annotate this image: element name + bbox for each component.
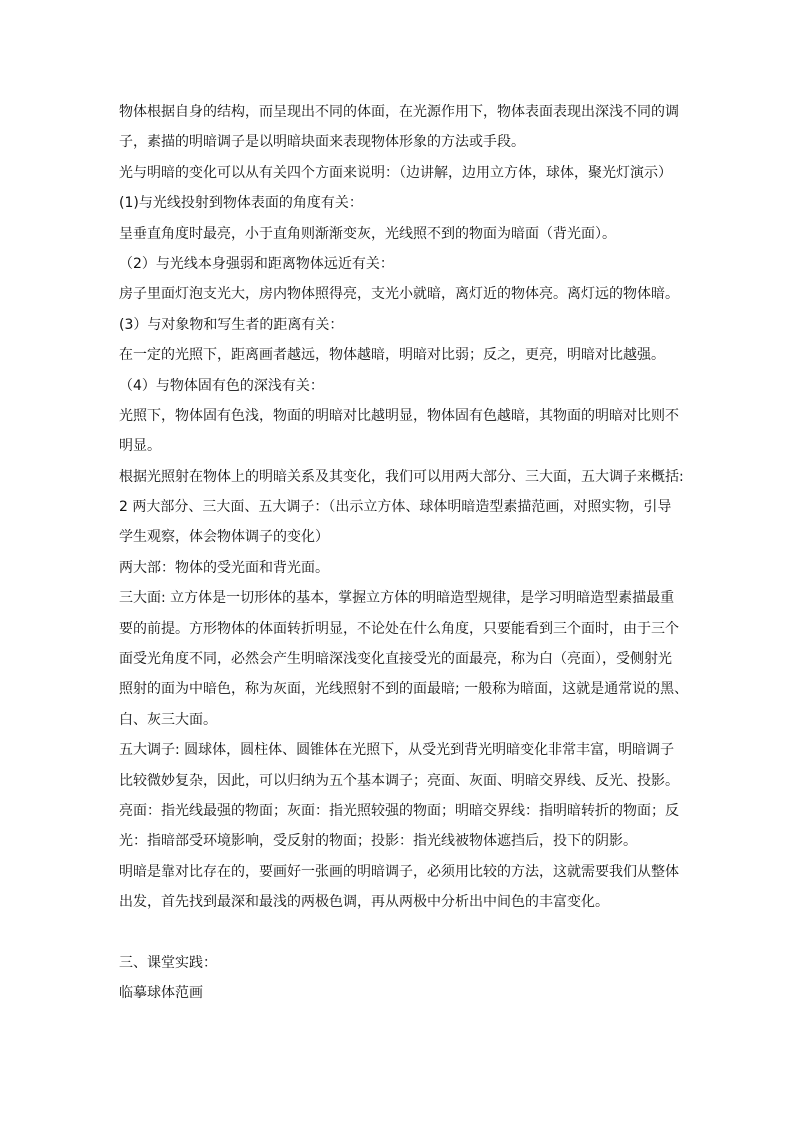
paragraph-line: 呈垂直角度时最亮，小于直角则渐渐变灰，光线照不到的物面为暗面（背光面）。: [119, 225, 616, 242]
list-item-4-heading: （4）与物体固有色的深浅有关：: [119, 377, 324, 394]
paragraph-line: 光与明暗的变化可以从有关四个方面来说明：（边讲解，边用立方体，球体，聚光灯演示）: [119, 164, 672, 181]
paragraph-line: 子，素描的明暗调子是以明暗块面来表现物体形象的方法或手段。: [119, 134, 525, 151]
paragraph-line: 学生观察，体会物体调子的变化）: [119, 529, 329, 546]
paragraph-line: 房子里面灯泡支光大，房内物体照得亮，支光小就暗，离灯近的物体亮。离灯远的物体暗。: [119, 286, 679, 303]
paragraph-line: 亮面：指光线最强的物面；灰面：指光照较强的物面；明暗交界线：指明暗转折的物面；反: [119, 802, 679, 819]
document-body: [119, 97, 689, 1009]
paragraph-line: 照射的面为中暗色，称为灰面，光线照射不到的面最暗; 一般称为暗面，这就是通常说的黑、: [119, 681, 689, 698]
section-heading: 三、课堂实践：: [119, 954, 217, 971]
paragraph-line: 三大面: 立方体是一切形体的基本，掌握立方体的明暗造型规律，是学习明暗造型素描最重: [119, 590, 675, 607]
paragraph-line: 明显。: [119, 438, 161, 455]
paragraph-line: 2 两大部分、三大面、五大调子：（出示立方体、球体明暗造型素描范画，对照实物，引导: [119, 499, 672, 516]
paragraph-line: 在一定的光照下，距离画者越远，物体越暗，明暗对比弱；反之，更亮，明暗对比越强。: [119, 347, 665, 364]
paragraph-line: 面受光角度不同，必然会产生明暗深浅变化直接受光的面最亮，称为白（亮面），受侧射光: [119, 651, 672, 668]
list-item-3-heading: (3）与对象物和写生者的距离有关：: [119, 316, 344, 333]
paragraph-line: 根据光照射在物体上的明暗关系及其变化，我们可以用两大部分、三大面，五大调子来概括:: [119, 468, 684, 485]
paragraph-line: 比较微妙复杂，因此，可以归纳为五个基本调子；亮面、灰面、明暗交界线、反光、投影。: [119, 772, 679, 789]
paragraph-line: 物体根据自身的结构，而呈现出不同的体面，在光源作用下，物体表面表现出深浅不同的调: [119, 104, 679, 120]
paragraph-line: 要的前提。方形物体的体面转折明显，不论处在什么角度，只要能看到三个面时，由于三个: [119, 620, 679, 637]
paragraph-line: 光：指暗部受环境影响，受反射的物面；投影：指光线被物体遮挡后，投下的阴影。: [119, 833, 637, 850]
paragraph-line: 白、灰三大面。: [119, 711, 217, 728]
blank-line: [119, 918, 679, 948]
paragraph-line: 五大调子: 圆球体，圆柱体、圆锥体在光照下，从受光到背光明暗变化非常丰富，明暗调子: [119, 742, 675, 759]
section-body: 临摹球体范画: [119, 985, 203, 1002]
list-item-1-heading: (1)与光线投射到物体表面的角度有关：: [119, 195, 363, 212]
list-item-2-heading: （2）与光线本身强弱和距离物体远近有关：: [119, 255, 394, 272]
paragraph-line: 明暗是靠对比存在的，要画好一张画的明暗调子，必须用比较的方法，这就需要我们从整体: [119, 863, 679, 880]
paragraph-line: 光照下，物体固有色浅，物面的明暗对比越明显，物体固有色越暗，其物面的明暗对比则不: [119, 407, 679, 424]
paragraph-line: 出发，首先找到最深和最浅的两极色调，再从两极中分析出中间色的丰富变化。: [119, 894, 609, 911]
paragraph-line: 两大部：物体的受光面和背光面。: [119, 559, 329, 576]
